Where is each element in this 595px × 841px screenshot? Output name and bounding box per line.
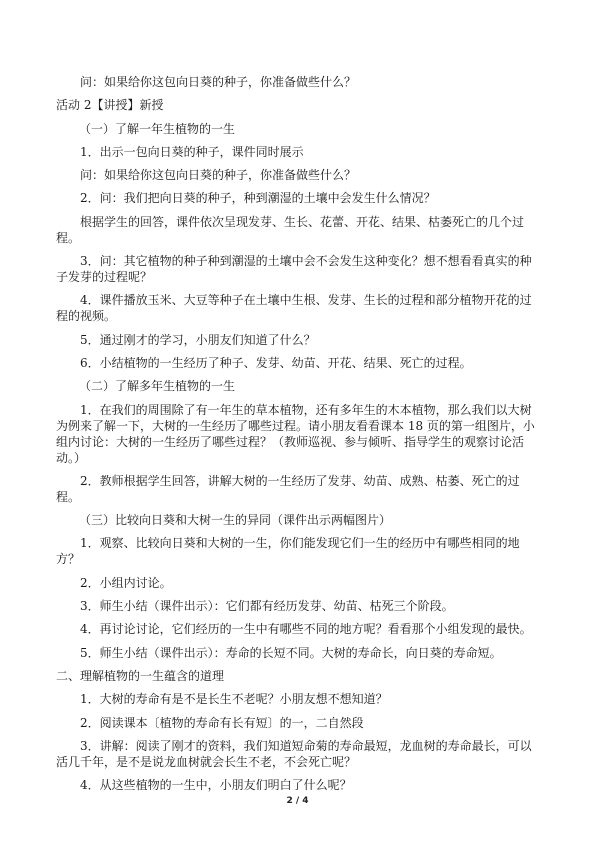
paragraph: 问：如果给你这包向日葵的种子，你准备做些什么？: [80, 168, 357, 183]
paragraph: 2．问：我们把向日葵的种子，种到潮湿的土壤中会发生什么情况？: [80, 191, 436, 206]
paragraph: （三）比较向日葵和大树一生的异同（课件出示两幅图片）: [79, 513, 392, 528]
paragraph: 4．课件播放玉米、大豆等种子在土壤中生根、发芽、生长的过程和部分植物开花的过程的视频。: [56, 293, 532, 324]
paragraph: 活动 2【讲授】新授: [56, 98, 164, 113]
paragraph: （二）了解多年生植物的一生: [79, 379, 236, 394]
document-body: [56, 74, 536, 800]
paragraph: 二、理解植物的一生蕴含的道理: [56, 668, 225, 683]
paragraph: 2．小组内讨论。: [80, 575, 172, 590]
paragraph: 1．观察、比较向日葵和大树的一生，你们能发现它们一生的经历中有哪些相同的地方？: [56, 536, 520, 567]
page-number: 2 / 4: [286, 796, 309, 806]
paragraph: 2．教师根据学生回答，讲解大树的一生经历了发芽、幼苗、成熟、枯萎、死亡的过程。: [56, 473, 520, 504]
paragraph: 问：如果给你这包向日葵的种子，你准备做些什么？: [80, 75, 357, 89]
paragraph: 3．问：其它植物的种子种到潮湿的土壤中会不会发生这种变化？想不想看看真实的种子发芽的过程呢？: [56, 254, 532, 285]
paragraph: （一）了解一年生植物的一生: [79, 121, 236, 136]
paragraph: 4．从这些植物的一生中，小朋友们明白了什么呢？: [80, 778, 352, 793]
paragraph: 3．讲解：阅读了刚才的资料，我们知道短命菊的寿命最短，龙血树的寿命最长，可以活几千年，是不是说龙血树就会长生不老，不会死亡呢？: [56, 738, 532, 769]
paragraph: 5．师生小结（课件出示）：寿命的长短不同。大树的寿命长，向日葵的寿命短。: [80, 645, 502, 660]
paragraph: 5．通过刚才的学习，小朋友们知道了什么？: [80, 332, 316, 347]
paragraph: 2．阅读课本〔植物的寿命有长有短〕的一，二自然段: [80, 715, 364, 730]
paragraph: 4．再讨论讨论，它们经历的一生中有哪些不同的地方呢？看看那个小组发现的最快。: [80, 622, 532, 637]
paragraph: 1．大树的寿命有是不是长生不老呢？小朋友想不想知道？: [80, 692, 388, 707]
paragraph: 6．小结植物的一生经历了种子、发芽、幼苗、开花、结果、死亡的过程。: [80, 355, 472, 370]
paragraph: 1．在我们的周围除了有一年生的草本植物，还有多年生的木本植物，那么我们以大树为例来了解一下，大树的一生经历了哪些过程。请小朋友看看课本 18 页的第一组图片，小组内讨论：大树的一生经历了哪些过程？（教师巡视、参与倾听、指导学生的观察讨论活动。）: [56, 402, 535, 465]
paragraph: 3．师生小结（课件出示）：它们都有经历发芽、幼苗、枯死三个阶段。: [80, 599, 454, 614]
paragraph: 1．出示一包向日葵的种子，课件同时展示: [80, 144, 304, 159]
paragraph: 根据学生的回答，课件依次呈现发芽、生长、花蕾、开花、结果、枯萎死亡的几个过程。: [56, 214, 525, 245]
